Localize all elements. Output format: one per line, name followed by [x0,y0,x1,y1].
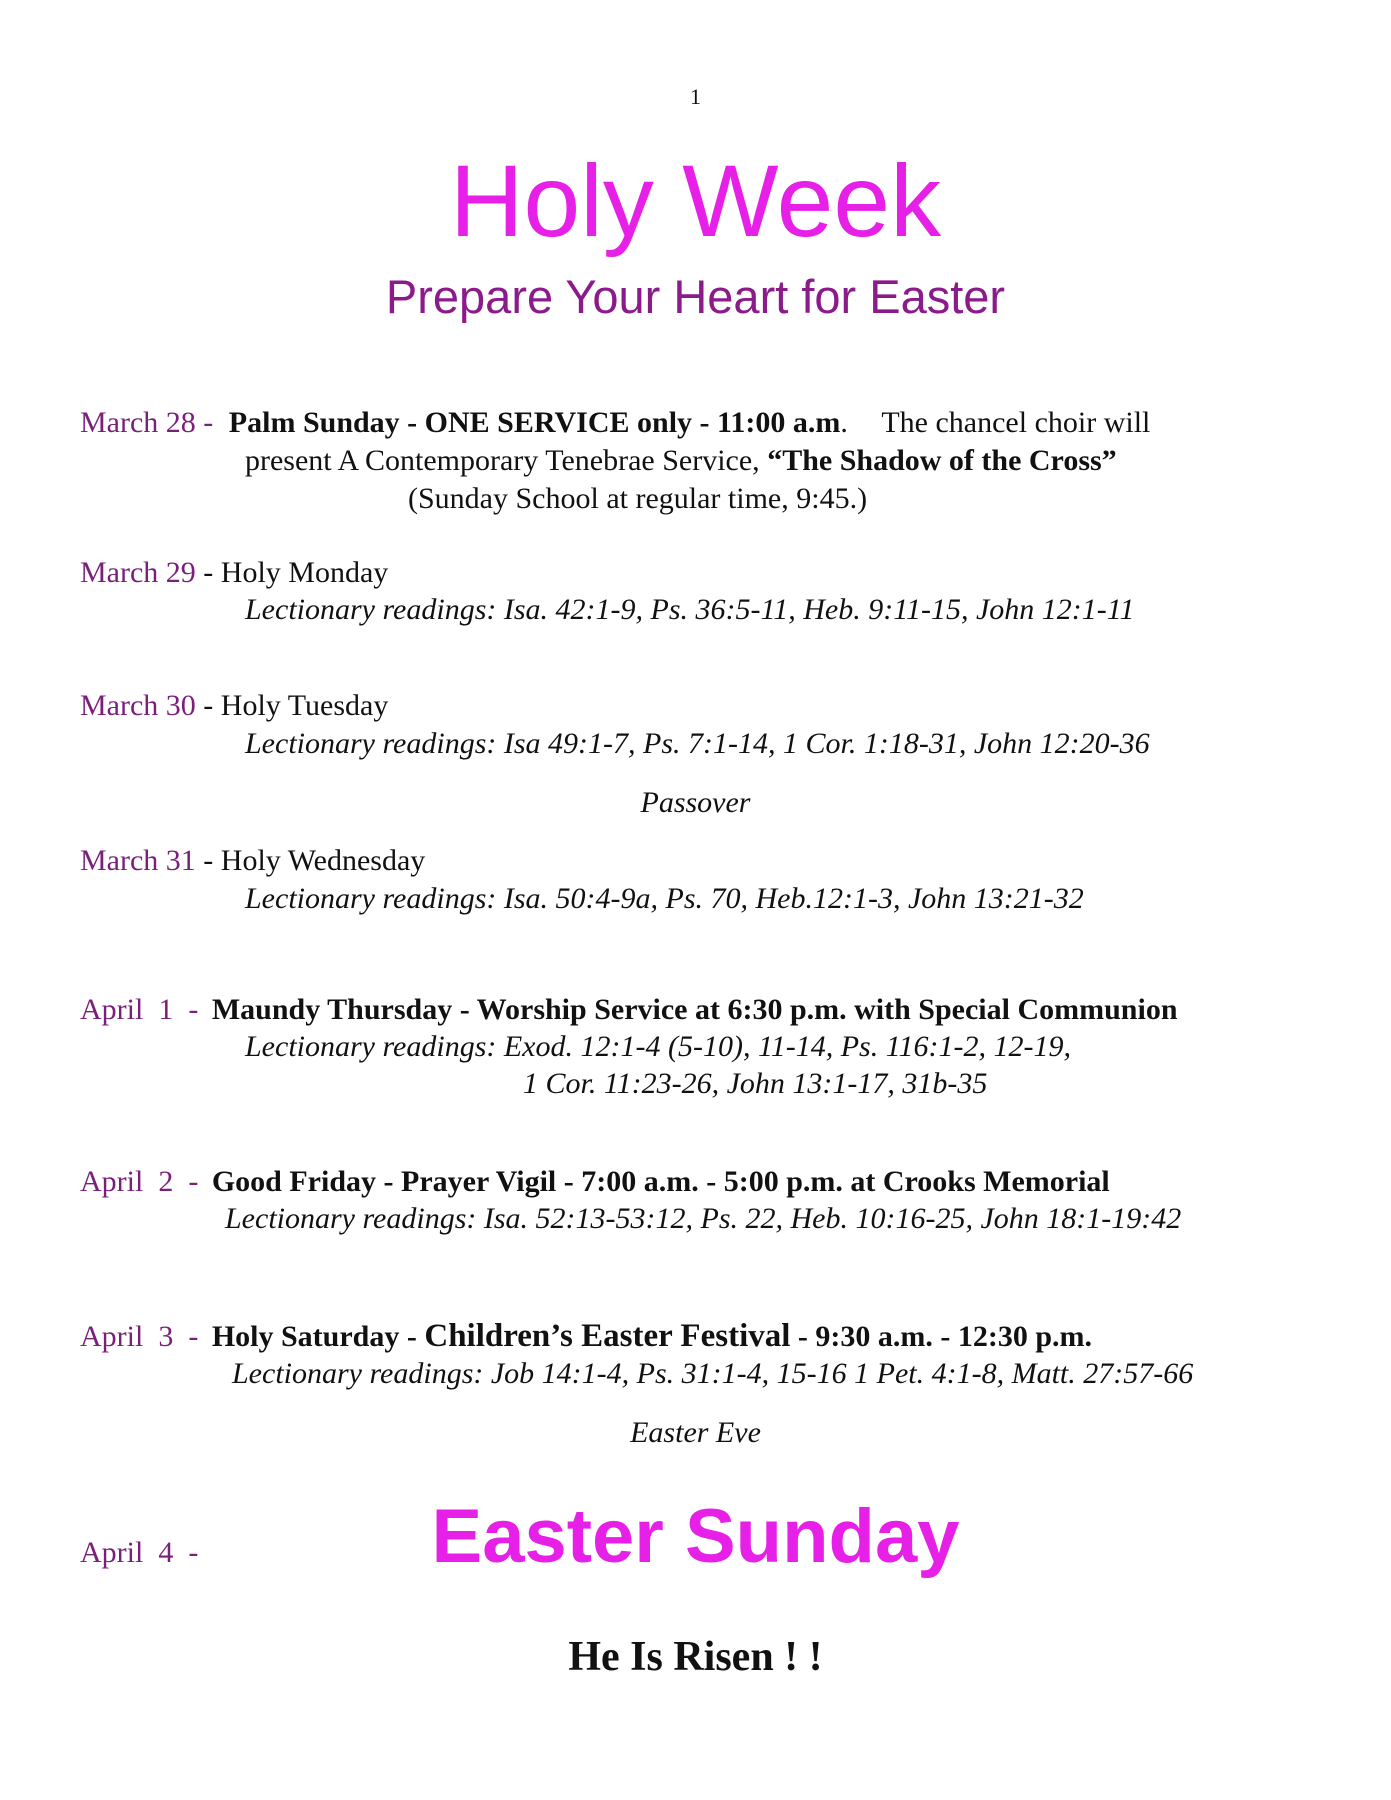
maundy-thursday-readings-1: Lectionary readings: Exod. 12:1-4 (5-10), 11-14, Ps. 116:1-2, 12-19, [245,1030,1071,1063]
holy-tuesday-title: - Holy Tuesday [195,689,389,722]
holy-tuesday-date: March 30 [80,689,196,722]
page-subtitle: Prepare Your Heart for Easter [385,270,1006,323]
passover-label: Passover [640,786,751,819]
palm-sunday-period: . [840,406,848,439]
page-number: 1 [690,84,701,109]
holy-monday-date: March 29 [80,556,196,589]
palm-sunday-title: Palm Sunday - ONE SERVICE only - 11:00 a.m [228,406,841,439]
maundy-thursday-readings-2: 1 Cor. 11:23-26, John 13:1-17, 31b-35 [523,1067,988,1100]
holy-wednesday-title: - Holy Wednesday [195,844,426,877]
holy-saturday-date: April 3 - [80,1320,199,1353]
maundy-thursday-date: April 1 - [80,993,199,1026]
easter-sunday-date: April 4 - [80,1536,199,1569]
palm-sunday-service-name: “The Shadow of the Cross” [767,444,1117,477]
good-friday-title: Good Friday - Prayer Vigil - 7:00 a.m. - 5:00 p.m. at Crooks Memorial [211,1165,1110,1198]
holy-wednesday-date: March 31 [80,844,196,877]
holy-tuesday-readings: Lectionary readings: Isa 49:1-7, Ps. 7:1-14, 1 Cor. 1:18-31, John 12:20-36 [245,727,1150,760]
good-friday-readings: Lectionary readings: Isa. 52:13-53:12, Ps. 22, Heb. 10:16-25, John 18:1-19:42 [225,1202,1182,1235]
holy-monday-title: - Holy Monday [195,556,389,589]
palm-sunday-desc-1: The chancel choir will [881,406,1151,439]
holy-monday-readings: Lectionary readings: Isa. 42:1-9, Ps. 36:5-11, Heb. 9:11-15, John 12:1-11 [245,593,1135,626]
closing-line: He Is Risen ! ! [568,1634,823,1680]
palm-sunday-date: March 28 - [80,406,214,439]
easter-eve-label: Easter Eve [630,1416,761,1449]
holy-saturday-title: Holy Saturday - [211,1320,425,1353]
childrens-festival-time: - 9:30 a.m. - 12:30 p.m. [790,1320,1093,1353]
easter-sunday-title: Easter Sunday [431,1494,960,1579]
palm-sunday-note: (Sunday School at regular time, 9:45.) [408,482,868,515]
maundy-thursday-title: Maundy Thursday - Worship Service at 6:30 p.m. with Special Communion [211,993,1178,1026]
childrens-festival-title: Children’s Easter Festival [424,1318,791,1354]
holy-wednesday-readings: Lectionary readings: Isa. 50:4-9a, Ps. 70, Heb.12:1-3, John 13:21-32 [245,882,1084,915]
holy-saturday-readings: Lectionary readings: Job 14:1-4, Ps. 31:1-4, 15-16 1 Pet. 4:1-8, Matt. 27:57-66 [232,1357,1194,1390]
palm-sunday-desc-2: present A Contemporary Tenebrae Service, [245,444,768,477]
good-friday-date: April 2 - [80,1165,199,1198]
page-title: Holy Week [449,144,942,258]
